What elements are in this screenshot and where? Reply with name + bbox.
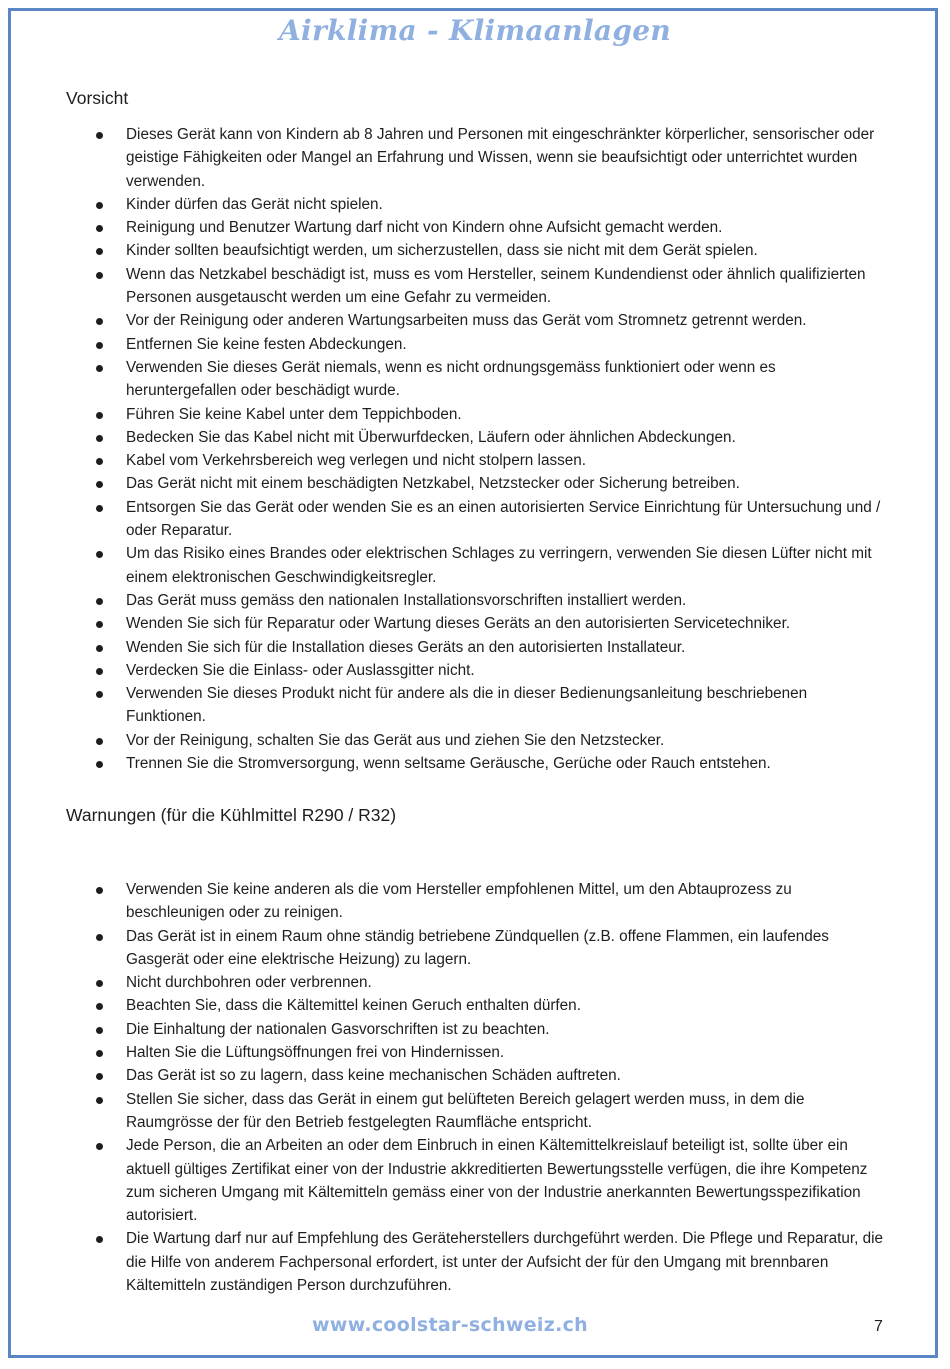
list-item xyxy=(96,1134,886,1227)
list-item xyxy=(96,449,886,472)
list-item-text: Das Gerät ist so zu lagern, dass keine mechanischen Schäden auftreten. xyxy=(126,1067,621,1085)
list-item-text: Wenn das Netzkabel beschädigt ist, muss es vom Hersteller, seinem Kundendienst oder ähnlich qualifizierten Personen ausgetauscht werden um eine Gefahr zu vermeiden. xyxy=(126,265,866,307)
list-item-text: Um das Risiko eines Brandes oder elektrischen Schlages zu verringern, verwenden Sie diesen Lüfter nicht mit einem elektronischen Geschwindigkeitsregler. xyxy=(126,545,872,586)
list-item-text: Die Wartung darf nur auf Empfehlung des Geräteherstellers durchgeführt werden. Die Pflege und Reparatur, die die Hilfe von anderem Fachpersonal erfordert, ist unter der Aufsicht der für den Umgang mit brennbaren Kältemitteln zuständigen Person durchzuführen. xyxy=(126,1230,884,1295)
list-item xyxy=(96,193,886,216)
list-item xyxy=(96,925,886,972)
list-item xyxy=(96,612,886,635)
bullet-icon xyxy=(96,342,103,349)
list-item xyxy=(96,239,886,262)
list-item-text: Wenden Sie sich für Reparatur oder Wartung dieses Geräts an den autorisierten Servicetechniker. xyxy=(126,615,791,633)
bullet-icon xyxy=(96,132,103,139)
list-item-text: Das Gerät ist in einem Raum ohne ständig betriebene Zündquellen (z.B. offene Flammen, ein laufendes Gasgerät oder eine elektrische Heizung) zu lagern. xyxy=(126,927,829,968)
list-item xyxy=(96,752,886,775)
section-title-vorsicht: Vorsicht xyxy=(66,88,129,108)
list-item-text: Vor der Reinigung, schalten Sie das Gerät aus und ziehen Sie den Netzstecker. xyxy=(126,731,665,749)
bullet-icon xyxy=(96,598,103,605)
list-item xyxy=(96,263,886,310)
list-item-text: Führen Sie keine Kabel unter dem Teppichboden. xyxy=(126,405,462,423)
bullet-icon xyxy=(96,435,103,442)
bullet-icon xyxy=(96,505,103,512)
list-item-text: Verwenden Sie keine anderen als die vom Hersteller empfohlenen Mittel, um den Abtauprozess zu beschleunigen oder zu reinigen. xyxy=(126,881,792,922)
list-item xyxy=(96,542,886,589)
list-item-text: Kinder sollten beaufsichtigt werden, um sicherzustellen, dass sie nicht mit dem Gerät spielen. xyxy=(126,242,758,260)
list-item-text: Wenden Sie sich für die Installation dieses Geräts an den autorisierten Installateur. xyxy=(126,638,686,656)
page-number: 7 xyxy=(874,1318,883,1335)
list-item-text: Entfernen Sie keine festen Abdeckungen. xyxy=(126,335,407,353)
list-item xyxy=(96,472,886,495)
bullet-icon xyxy=(96,934,103,941)
list-item xyxy=(96,971,886,994)
list-item xyxy=(96,496,886,543)
bullet-icon xyxy=(96,761,103,768)
list-item-text: Verdecken Sie die Einlass- oder Auslassgitter nicht. xyxy=(126,661,475,679)
bullet-icon xyxy=(96,668,103,675)
list-item xyxy=(96,123,886,193)
bullet-icon xyxy=(96,458,103,465)
list-item-text: Dieses Gerät kann von Kindern ab 8 Jahren und Personen mit eingeschränkter körperlicher, sensorischer oder geistige Fähigkeiten oder Mangel an Erfahrung und Wissen, wenn sie beaufsichtigt oder unterrichtet wurden verwenden. xyxy=(126,126,875,190)
bullet-icon xyxy=(96,691,103,698)
list-item-text: Stellen Sie sicher, dass das Gerät in einem gut belüfteten Bereich gelagert werden muss, in dem die Raumgrösse der für den Betrieb festgelegten Raumfläche entspricht. xyxy=(126,1090,805,1131)
bullet-icon xyxy=(96,1097,103,1104)
list-item xyxy=(96,589,886,612)
list-item xyxy=(96,1018,886,1041)
list-item-text: Vor der Reinigung oder anderen Wartungsarbeiten muss das Gerät vom Stromnetz getrennt werden. xyxy=(126,312,807,330)
bullet-icon xyxy=(96,272,103,279)
list-item xyxy=(96,333,886,356)
bullet-icon xyxy=(96,412,103,419)
bullet-icon xyxy=(96,1027,103,1034)
list-item-text: Verwenden Sie dieses Gerät niemals, wenn es nicht ordnungsgemäss funktioniert oder wenn es heruntergefallen oder beschädigt wurde. xyxy=(126,358,776,400)
bullet-icon xyxy=(96,225,103,232)
warnungen-list xyxy=(96,878,886,1297)
list-item-text: Das Gerät nicht mit einem beschädigten Netzkabel, Netzstecker oder Sicherung betreiben. xyxy=(126,475,740,493)
list-item xyxy=(96,216,886,239)
list-item-text: Nicht durchbohren oder verbrennen. xyxy=(126,974,372,992)
list-item xyxy=(96,878,886,925)
list-item xyxy=(96,309,886,332)
bullet-icon xyxy=(96,1236,103,1243)
bullet-icon xyxy=(96,248,103,255)
list-item-text: Kinder dürfen das Gerät nicht spielen. xyxy=(126,195,383,213)
list-item xyxy=(96,682,886,729)
list-item xyxy=(96,1041,886,1064)
bullet-icon xyxy=(96,887,103,894)
list-item-text: Beachten Sie, dass die Kältemittel keinen Geruch enthalten dürfen. xyxy=(126,997,581,1015)
vorsicht-list xyxy=(96,123,886,775)
bullet-icon xyxy=(96,481,103,488)
list-item xyxy=(96,729,886,752)
list-item-text: Trennen Sie die Stromversorgung, wenn seltsame Geräusche, Gerüche oder Rauch entstehen. xyxy=(126,755,771,773)
bullet-icon xyxy=(96,1050,103,1057)
bullet-icon xyxy=(96,645,103,652)
list-item-text: Jede Person, die an Arbeiten an oder dem Einbruch in einen Kältemittelkreislauf beteiligt ist, sollte über ein aktuell gültiges Zertifikat einer von der Industrie akkreditierten Bewertungsstelle verfügen, die ihre Kompetenz zum sicheren Umgang mit Kältemitteln gemäss einer von der Industrie anerkannten Bewertungsspezifikation autorisiert. xyxy=(126,1137,868,1225)
list-item-text: Die Einhaltung der nationalen Gasvorschriften ist zu beachten. xyxy=(126,1020,550,1038)
bullet-icon xyxy=(96,365,103,372)
list-item-text: Das Gerät muss gemäss den nationalen Installationsvorschriften installiert werden. xyxy=(126,591,687,609)
bullet-icon xyxy=(96,551,103,558)
list-item xyxy=(96,1227,886,1297)
footer-url: www.coolstar-schweiz.ch xyxy=(311,1314,589,1336)
list-item xyxy=(96,403,886,426)
list-item xyxy=(96,1088,886,1135)
list-item xyxy=(96,426,886,449)
list-item-text: Kabel vom Verkehrsbereich weg verlegen und nicht stolpern lassen. xyxy=(126,452,587,470)
bullet-icon xyxy=(96,980,103,987)
bullet-icon xyxy=(96,202,103,209)
list-item-text: Reinigung und Benutzer Wartung darf nicht von Kindern ohne Aufsicht gemacht werden. xyxy=(126,219,723,237)
list-item xyxy=(96,636,886,659)
section-title-warnungen: Warnungen (für die Kühlmittel R290 / R32) xyxy=(66,805,397,825)
list-item-text: Halten Sie die Lüftungsöffnungen frei von Hindernissen. xyxy=(126,1044,505,1062)
bullet-icon xyxy=(96,318,103,325)
list-item xyxy=(96,1064,886,1087)
bullet-icon xyxy=(96,1003,103,1010)
list-item xyxy=(96,994,886,1017)
bullet-icon xyxy=(96,738,103,745)
brand-header: Airklima - Klimaanlagen xyxy=(279,14,671,47)
list-item-text: Bedecken Sie das Kabel nicht mit Überwurfdecken, Läufern oder ähnlichen Abdeckungen. xyxy=(126,428,736,446)
bullet-icon xyxy=(96,621,103,628)
bullet-icon xyxy=(96,1143,103,1150)
list-item-text: Verwenden Sie dieses Produkt nicht für andere als die in dieser Bedienungsanleitung beschriebenen Funktionen. xyxy=(126,685,808,726)
list-item xyxy=(96,356,886,403)
bullet-icon xyxy=(96,1073,103,1080)
list-item-text: Entsorgen Sie das Gerät oder wenden Sie es an einen autorisierten Service Einrichtung für Untersuchung und / oder Reparatur. xyxy=(126,498,881,540)
list-item xyxy=(96,659,886,682)
